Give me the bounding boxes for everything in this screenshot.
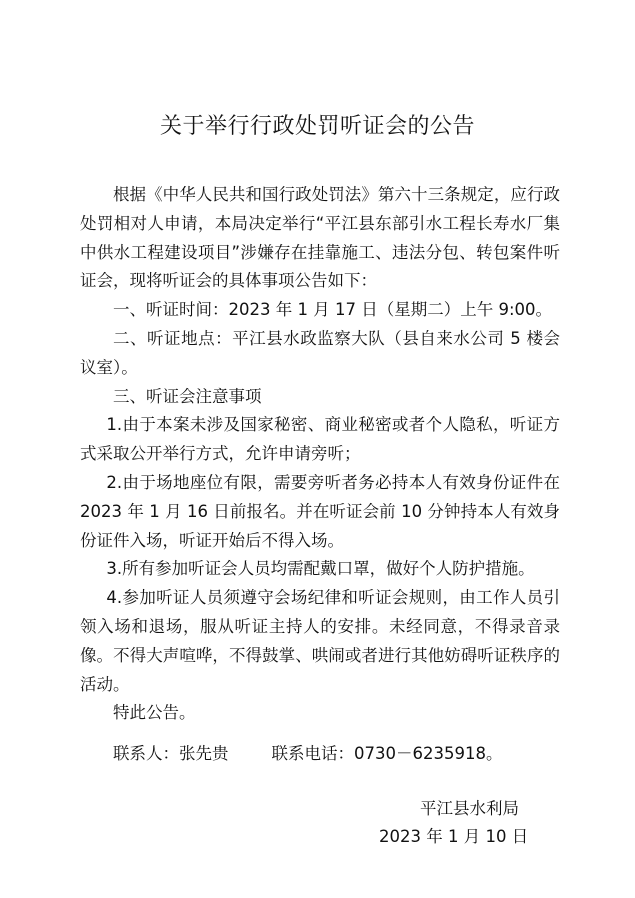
- issuer-name: 平江县水利局: [420, 799, 519, 818]
- notes-heading: 三、听证会注意事项: [113, 386, 262, 406]
- contact-phone: 联系电话：0730－6235918。: [271, 744, 503, 763]
- contact-line: [113, 740, 502, 768]
- closing-paragraph: 特此公告。: [113, 703, 196, 723]
- issue-date: 2023 年 1 月 10 日: [379, 827, 529, 846]
- document-title: 关于举行行政处罚听证会的公告: [159, 114, 475, 139]
- contact-person: 联系人：张先贵: [113, 744, 229, 763]
- hearing-time-paragraph: 一、听证时间：2023 年 1 月 17 日（星期二）上午 9:00。: [113, 300, 553, 320]
- intro-paragraph: 根据《中华人民共和国行政处罚法》第六十三条规定，应行政处罚相对人申请，本局决定举行“平江县东部引水工程长寿水厂集中供水工程建设项目”涉嫌存在挂靠施工、违法分包、转包案件听证会，现将听证会的具体事项公告如下：: [80, 185, 560, 291]
- note-item-2: 2.由于场地座位有限，需要旁听者务必持本人有效身份证件在 2023 年 1 月 16 日前报名。并在听证会前 10 分钟持本人有效身份证件入场，听证开始后不得入场。: [80, 472, 560, 550]
- note-item-3: 3.所有参加听证会人员均需配戴口罩，做好个人防护措施。: [106, 559, 535, 579]
- note-item-4: 4.参加听证人员须遵守会场纪律和听证会规则，由工作人员引领入场和退场，服从听证主持人的安排。未经同意，不得录音录像。不得大声喧哗，不得鼓掌、哄闹或者进行其他妨碍听证秩序的活动。: [80, 588, 560, 694]
- document-body: [80, 181, 560, 728]
- hearing-location-paragraph: 二、听证地点：平江县水政监察大队（县自来水公司 5 楼会议室）。: [80, 328, 560, 377]
- note-item-1: 1.由于本案未涉及国家秘密、商业秘密或者个人隐私，听证方式采取公开举行方式，允许申请旁听；: [80, 415, 560, 464]
